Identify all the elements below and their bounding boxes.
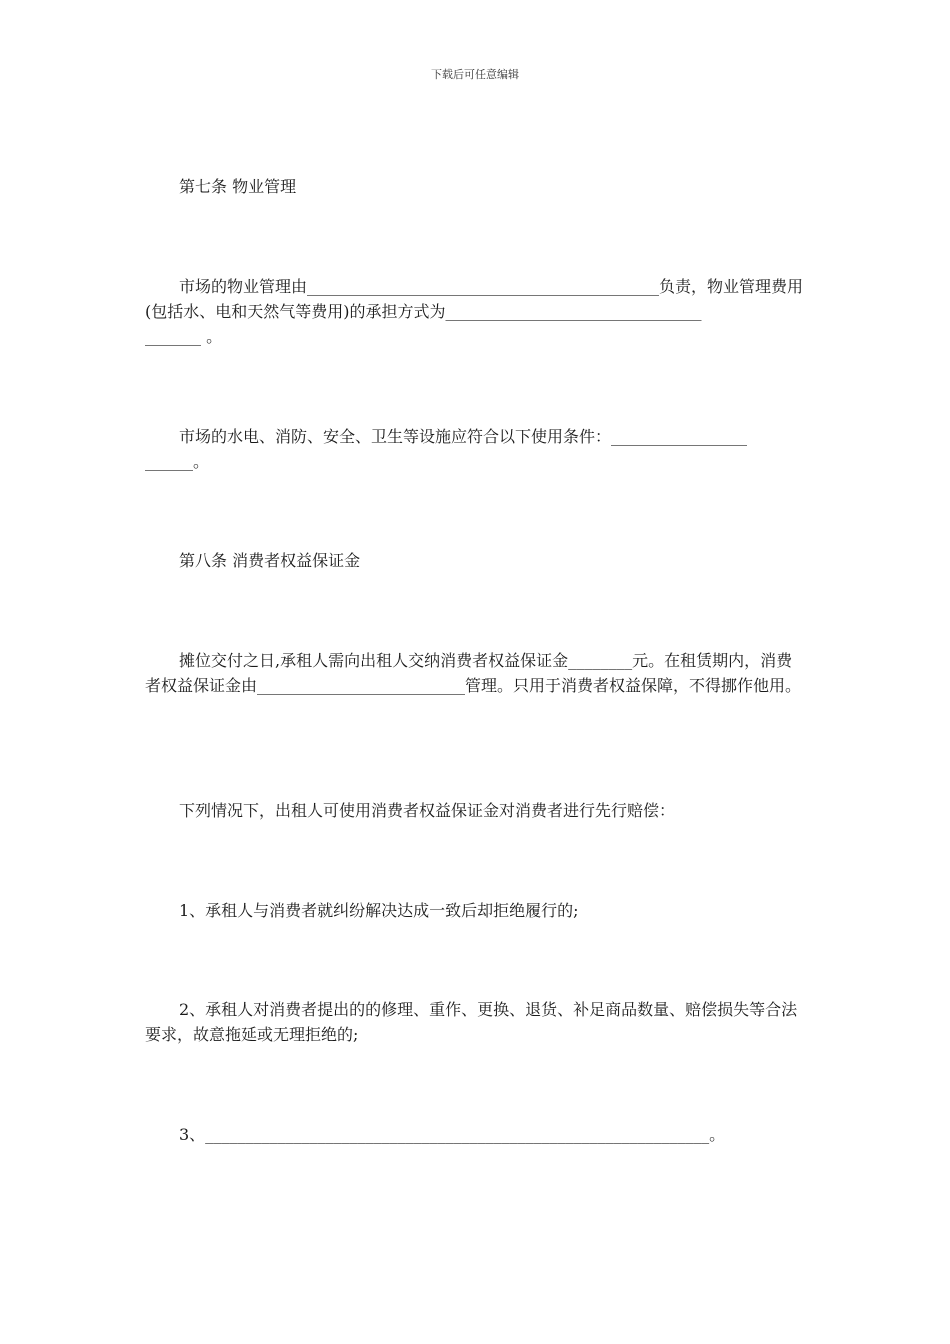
page-header: 下载后可任意编辑 (431, 68, 519, 81)
paragraph-property-management: 市场的物业管理由____________________________________________负责，物业管理费用(包括水、电和天然气等费用)的承担方式为________________________________ _______ 。 (145, 277, 804, 346)
list-item-3: 3、_______________________________________________________________。 (179, 1125, 726, 1144)
list-item-2: 2、承租人对消费者提出的的修理、重作、更换、退货、补足商品数量、赔偿损失等合法要求，故意拖延或无理拒绝的; (145, 1000, 798, 1044)
list-item-1: 1、承租人与消费者就纠纷解决达成一致后却拒绝履行的; (179, 901, 579, 920)
paragraph-deposit: 摊位交付之日,承租人需向出租人交纳消费者权益保证金________元。在租赁期内，消费者权益保证金由__________________________管理。只用于消费者权益保障，不得挪作他用。 (145, 651, 802, 695)
article-7-title: 第七条 物业管理 (179, 177, 297, 196)
paragraph-facility-conditions: 市场的水电、消防、安全、卫生等设施应符合以下使用条件：_________________ ______。 (145, 427, 748, 471)
article-8-title: 第八条 消费者权益保证金 (179, 551, 361, 570)
paragraph-compensation-conditions: 下列情况下，出租人可使用消费者权益保证金对消费者进行先行赔偿： (179, 801, 676, 820)
